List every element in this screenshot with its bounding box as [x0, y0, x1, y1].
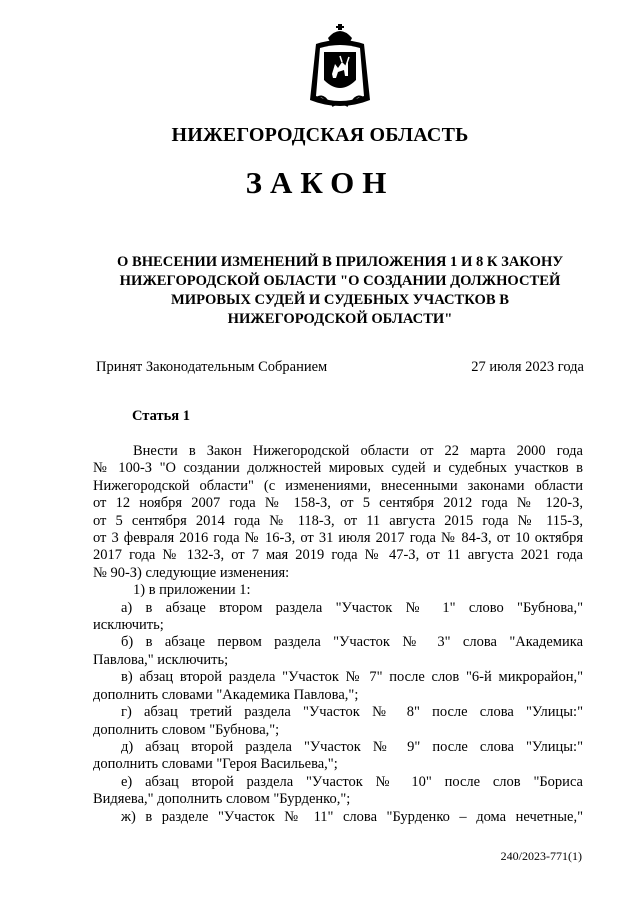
body-line: Внести в Закон Нижегородской области от 22 марта 2000 года: [133, 443, 583, 459]
body-line: г) абзац третий раздела "Участок № 8" после слова "Улицы:": [121, 704, 583, 721]
body-line: 1) в приложении 1:: [133, 582, 251, 599]
body-line: Нижегородской области" (с изменениями, внесенными законами области: [93, 477, 583, 494]
body-line: № 90-З) следующие изменения:: [93, 564, 290, 581]
law-title: [96, 253, 584, 329]
body-line: дополнить словами "Академика Павлова,";: [93, 686, 359, 703]
body-line: д) абзац второй раздела "Участок № 9" после слова "Улицы:": [121, 738, 583, 755]
body-line: Видяева," дополнить словом "Бурденко,";: [93, 791, 351, 808]
law-title-line: МИРОВЫХ СУДЕЙ И СУДЕБНЫХ УЧАСТКОВ В: [171, 292, 509, 308]
body-line: б) в абзаце первом раздела "Участок № 3" слова "Академика: [121, 634, 583, 651]
law-title-line: НИЖЕГОРОДСКОЙ ОБЛАСТИ": [227, 311, 453, 327]
article-body: [93, 443, 583, 826]
document-number: 240/2023-771(1): [500, 849, 582, 863]
body-line: от 5 сентября 2014 года № 118-З, от 11 августа 2015 года № 115-З,: [93, 512, 583, 529]
law-title-line: О ВНЕСЕНИИ ИЗМЕНЕНИЙ В ПРИЛОЖЕНИЯ 1 И 8 К ЗАКОНУ: [116, 254, 564, 270]
adopted-by: Принят Законодательным Собранием: [96, 359, 328, 375]
body-line: а) в абзаце втором раздела "Участок № 1" слово "Бубнова,": [121, 599, 583, 616]
body-line: е) абзац второй раздела "Участок № 10" после слов "Бориса: [121, 773, 583, 790]
body-line: № 100-З "О создании должностей мировых судей и судебных участков в: [93, 460, 583, 477]
law-title-line: НИЖЕГОРОДСКОЙ ОБЛАСТИ "О СОЗДАНИИ ДОЛЖНОСТЕЙ: [119, 273, 561, 289]
body-line: от 12 ноября 2007 года № 158-З, от 5 сентября 2012 года № 120-З,: [93, 495, 583, 512]
body-line: 2017 года № 132-З, от 7 мая 2019 года № 47-З, от 11 августа 2021 года: [93, 547, 583, 564]
document-type: ЗАКОН: [245, 165, 395, 200]
body-line: исключить;: [93, 617, 164, 634]
body-line: ж) в разделе "Участок № 11" слова "Бурденко – дома нечетные,": [121, 808, 583, 825]
coat-of-arms-icon: [302, 22, 378, 112]
body-line: от 3 февраля 2016 года № 16-З, от 31 июля 2017 года № 84-З, от 10 октября: [93, 530, 583, 547]
article-heading: Статья 1: [132, 408, 190, 424]
body-line: в) абзац второй раздела "Участок № 7" после слов "6-й микрорайон,": [121, 669, 583, 686]
body-line: дополнить словом "Бубнова,";: [93, 721, 280, 738]
body-line: Павлова," исключить;: [93, 651, 229, 668]
body-line: дополнить словами "Героя Васильева,";: [93, 756, 338, 773]
region-name: НИЖЕГОРОДСКАЯ ОБЛАСТЬ: [171, 124, 469, 146]
adoption-date: 27 июля 2023 года: [471, 359, 584, 375]
